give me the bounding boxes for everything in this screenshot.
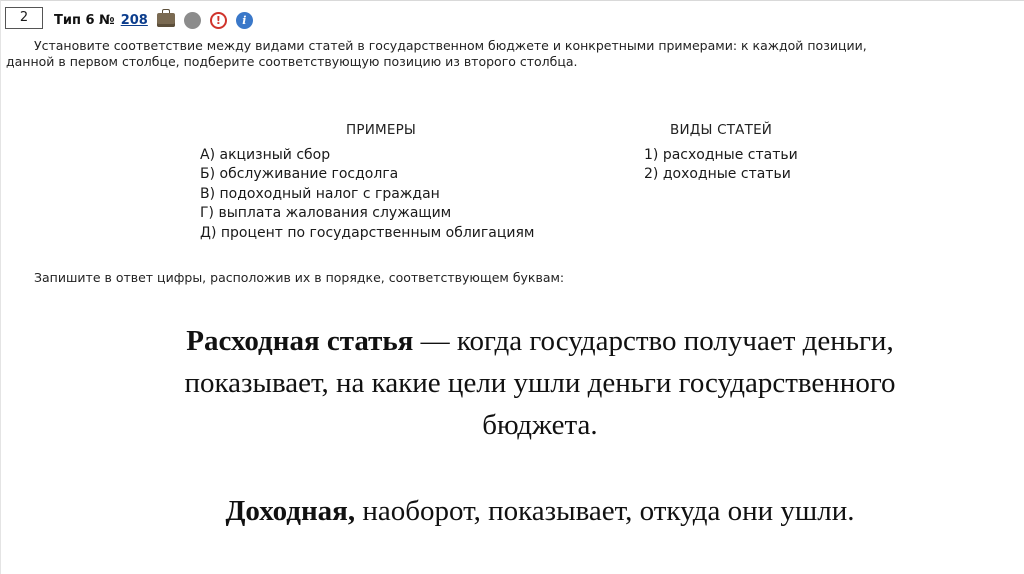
types-column-title: ВИДЫ СТАТЕЙ (670, 122, 773, 138)
task-statement-line-1: Установите соответствие между видами статей в государственном бюджете и конкретными примерами: к каждой позиции, (34, 38, 867, 53)
explanation-paragraph-1 (70, 320, 1010, 446)
task-statement-line-2: данной в первом столбце, подберите соответствующую позицию из второго столбца. (6, 54, 578, 69)
task-statement (6, 38, 1006, 70)
alert-icon[interactable]: ! (210, 12, 227, 29)
example-item-b: Б) обслуживание госдолга (200, 166, 399, 183)
example-item-d: Д) процент по государственным облигациям (200, 224, 535, 241)
briefcase-icon[interactable] (157, 13, 175, 27)
example-item-v: В) подоходный налог с граждан (200, 185, 440, 202)
explanation-term-expense: Расходная статья (186, 325, 414, 357)
task-type-label: Тип 6 № (54, 12, 115, 28)
explanation-p1-line-2: показывает, на какие цели ушли деньги государственного (184, 367, 896, 399)
explanation-p1-line-1 (70, 320, 1010, 362)
examples-list (200, 146, 534, 243)
explanation-p1-rest: — когда государство получает деньги, (413, 325, 894, 357)
grey-circle-icon[interactable] (184, 12, 201, 29)
explanation-term-income: Доходная, (225, 495, 356, 527)
explanation-p1-line-3: бюджета. (482, 409, 598, 441)
task-id-link[interactable]: 208 (120, 12, 148, 28)
info-icon[interactable]: i (236, 12, 253, 29)
answer-prompt: Запишите в ответ цифры, расположив их в порядке, соответствующем буквам: (34, 270, 565, 285)
task-number-box: 2 (5, 7, 43, 29)
explanation-paragraph-2 (70, 490, 1010, 532)
type-item-2: 2) доходные статьи (644, 166, 791, 183)
type-item-1: 1) расходные статьи (644, 147, 798, 163)
task-header (54, 10, 253, 30)
example-item-g: Г) выплата жалования служащим (200, 205, 452, 222)
examples-column-title: ПРИМЕРЫ (346, 122, 417, 138)
example-item-a: А) акцизный сбор (200, 147, 331, 163)
explanation-p2-rest: наоборот, показывает, откуда они ушли. (355, 495, 855, 527)
types-list (644, 146, 798, 185)
